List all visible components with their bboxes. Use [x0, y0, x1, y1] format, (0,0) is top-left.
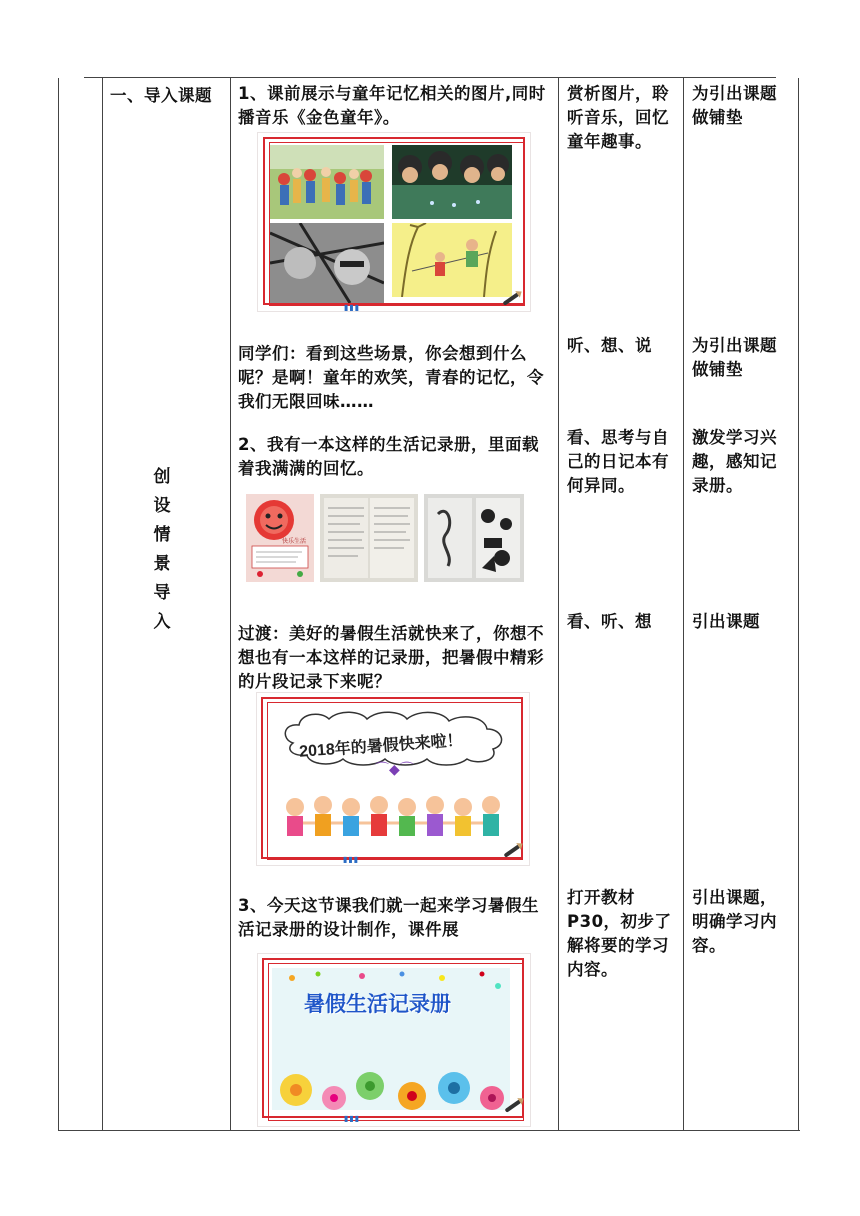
student-activity: 打开教材P30，初步了解将要的学习内容。: [567, 888, 672, 979]
table-divider: [683, 78, 684, 1131]
notebook-page-photo: [320, 494, 418, 582]
stage-label: [150, 463, 174, 637]
student-activity: 看、听、想: [567, 612, 652, 631]
courseware-logo: ▮▮▮: [344, 1114, 361, 1123]
table-border-left: [58, 78, 59, 1131]
cartoon-kids-drawing: [392, 223, 512, 297]
childhood-photos-slide: [258, 133, 530, 311]
design-purpose: 引出课题: [692, 612, 760, 631]
notebook-cover-label: 快乐生活: [282, 538, 307, 545]
stage-char: 设: [153, 496, 171, 516]
summer-coming-slide: [257, 693, 529, 865]
section-title: 一、导入课题: [110, 86, 212, 105]
student-activity: 看、思考与自己的日记本有何异同。: [567, 428, 669, 495]
summer-banner-text: 2018年的暑假快来啦！: [298, 732, 464, 761]
teacher-activity: 2、我有一本这样的生活记录册，里面载着我满满的回忆。: [238, 435, 539, 478]
student-activity: 赏析图片，聆听音乐，回忆童年趣事。: [567, 84, 669, 151]
table-divider: [558, 78, 559, 1131]
table-top-border: [84, 77, 776, 78]
bird-icon: ⌒◆⌒: [375, 762, 414, 778]
stage-char: 导: [153, 583, 171, 603]
design-purpose: 激发学习兴趣，感知记录册。: [692, 428, 777, 495]
bw-children-photo: [270, 223, 384, 303]
stage-char: 景: [153, 554, 171, 574]
teacher-activity: 过渡：美好的暑假生活就快来了，你想不想也有一本这样的记录册，把暑假中精彩的片段记录下来呢？: [238, 624, 544, 691]
table-bottom-border: [58, 1130, 800, 1131]
table-divider: [102, 78, 103, 1131]
table-border-right: [798, 78, 799, 1131]
stage-char: 入: [153, 612, 171, 632]
table-divider: [230, 78, 231, 1131]
design-purpose: 引出课题，明确学习内容。: [692, 888, 777, 955]
stage-char: 情: [153, 525, 171, 545]
title-slide: [258, 954, 530, 1126]
courseware-logo: ▮▮▮: [344, 303, 361, 312]
kids-playing-photo: [270, 145, 384, 219]
marbles-photo: [392, 145, 512, 219]
design-purpose: 为引出课题做铺垫: [692, 84, 777, 127]
courseware-logo: ▮▮▮: [343, 855, 360, 864]
notebook-drawings-photo: [424, 494, 524, 582]
notebook-cover-photo: [246, 494, 314, 582]
teacher-activity: 1、课前展示与童年记忆相关的图片,同时播音乐《金色童年》。: [238, 84, 546, 127]
title-slide-heading: 暑假生活记录册: [304, 993, 451, 1016]
student-activity: 听、想、说: [567, 336, 652, 355]
teacher-activity: 同学们：看到这些场景，你会想到什么呢？是啊！童年的欢笑，青春的记忆，令我们无限回味……: [238, 344, 544, 411]
children-holding-hands-drawing: [275, 789, 515, 849]
design-purpose: 为引出课题做铺垫: [692, 336, 777, 379]
teacher-activity: 3、今天这节课我们就一起来学习暑假生活记录册的设计制作，课件展: [238, 896, 539, 939]
stage-char: 创: [153, 467, 171, 487]
